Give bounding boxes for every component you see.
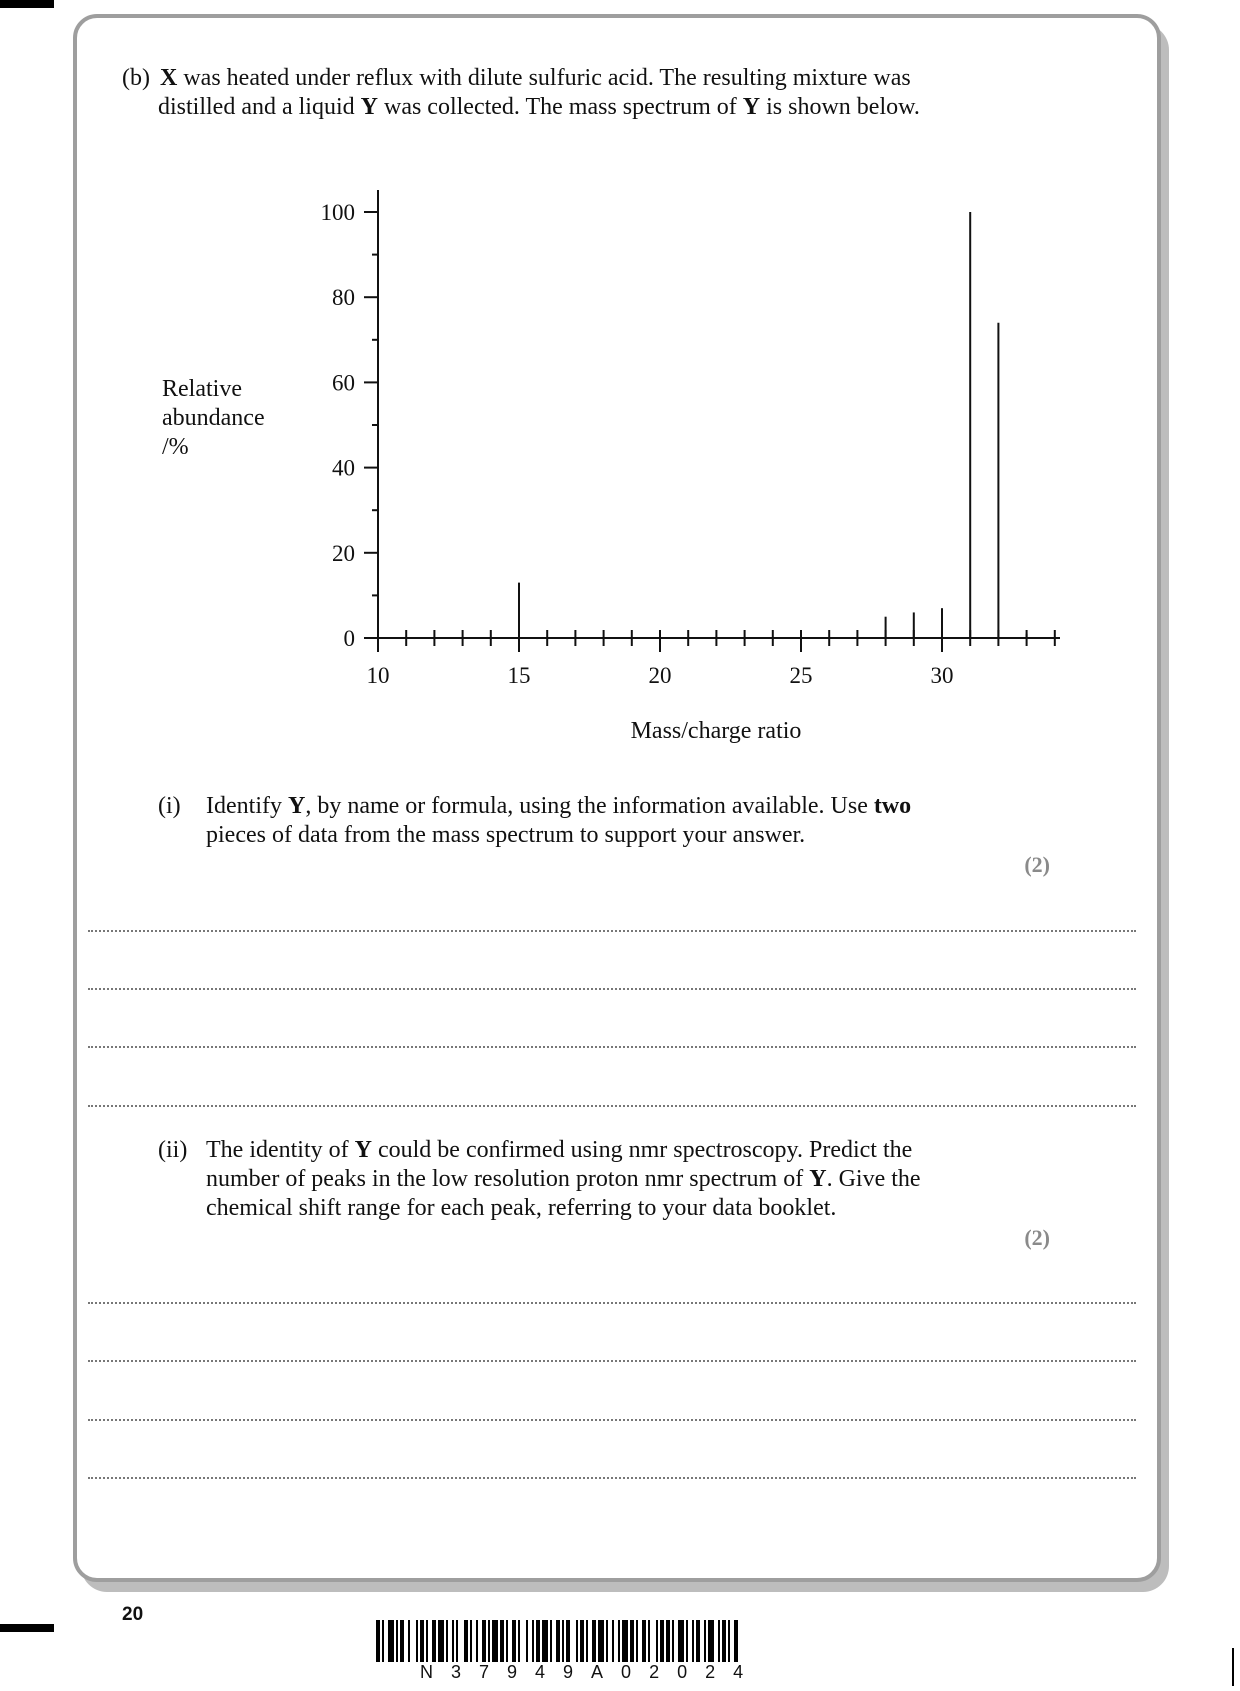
- barcode-bar: [488, 1620, 490, 1662]
- barcode-bar: [426, 1620, 428, 1662]
- barcode-bar: [512, 1620, 516, 1662]
- barcode-bar: [636, 1620, 638, 1662]
- barcode-bar: [550, 1620, 552, 1662]
- text-segment: distilled and a liquid: [158, 94, 361, 120]
- corner-mark-bottom: [0, 1624, 54, 1632]
- part-i-label: (i): [158, 793, 181, 819]
- barcode-bar: [452, 1620, 454, 1662]
- answer-line-ii-3[interactable]: [88, 1419, 1136, 1421]
- bold-text-segment: X: [160, 65, 178, 91]
- barcode-bar: [648, 1620, 650, 1662]
- bold-text-segment: Y: [287, 793, 306, 819]
- y-tick-label: 20: [332, 540, 355, 566]
- barcode-bar: [586, 1620, 588, 1662]
- part-i-line-2: [206, 821, 805, 850]
- barcode-bar: [598, 1620, 604, 1662]
- right-edge-mark: [1232, 1648, 1234, 1686]
- barcode-bar: [532, 1620, 534, 1662]
- answer-line-i-1[interactable]: [88, 930, 1136, 932]
- text-segment: . Give the: [826, 1166, 921, 1192]
- barcode-bar: [672, 1620, 674, 1662]
- chart-layer: [162, 190, 1060, 744]
- barcode-digits: N37949A02024: [420, 1662, 762, 1682]
- text-segment: chemical shift range for each peak, referring to your data booklet.: [206, 1195, 837, 1221]
- barcode-bar: [642, 1620, 646, 1662]
- y-tick-label: 80: [332, 285, 355, 311]
- barcode-bar: [388, 1620, 394, 1662]
- barcode-bar: [722, 1620, 726, 1662]
- barcode-bar: [420, 1620, 424, 1662]
- barcode-bar: [506, 1620, 508, 1662]
- y-tick-label: 0: [343, 626, 355, 651]
- barcode-bar: [592, 1620, 596, 1662]
- answer-line-ii-2[interactable]: [88, 1360, 1136, 1362]
- barcode-bar: [500, 1620, 504, 1662]
- part-i-marks: (2): [1024, 852, 1050, 877]
- y-tick-label: 60: [332, 370, 355, 396]
- barcode-bar: [518, 1620, 520, 1662]
- barcode-bar: [580, 1620, 584, 1662]
- y-axis-label-line: Relative: [162, 376, 242, 402]
- barcode-bar: [536, 1620, 540, 1662]
- question-b-label: (b): [122, 65, 150, 91]
- page-number: 20: [122, 1604, 144, 1625]
- bold-text-segment: Y: [360, 94, 378, 120]
- text-segment: was collected. The mass spectrum of: [377, 94, 743, 120]
- barcode-bar: [660, 1620, 664, 1662]
- answer-line-ii-4[interactable]: [88, 1477, 1136, 1479]
- barcode-bar: [708, 1620, 714, 1662]
- barcode-bar: [734, 1620, 738, 1662]
- barcode-bar: [566, 1620, 570, 1662]
- x-axis-label: Mass/charge ratio: [630, 718, 802, 744]
- barcode-bar: [666, 1620, 670, 1662]
- barcode-bar: [382, 1620, 384, 1662]
- barcode-bar: [464, 1620, 468, 1662]
- answer-line-i-3[interactable]: [88, 1046, 1136, 1048]
- barcode-bar: [400, 1620, 404, 1662]
- text-segment: could be confirmed using nmr spectroscopy. Predict the: [371, 1137, 913, 1163]
- part-ii-line-2: [206, 1165, 921, 1194]
- mass-spectrum-chart: [0, 0, 1240, 760]
- barcode-bar: [728, 1620, 730, 1662]
- text-segment: Identify: [206, 793, 288, 819]
- barcode-bar: [556, 1620, 560, 1662]
- barcode-bar: [704, 1620, 706, 1662]
- barcode-bar: [622, 1620, 628, 1662]
- barcode-bar: [470, 1620, 472, 1662]
- barcode-bar: [696, 1620, 700, 1662]
- y-tick-label: 40: [332, 455, 355, 481]
- barcode-bar: [678, 1620, 684, 1662]
- barcode-bar: [562, 1620, 564, 1662]
- barcode-bar: [446, 1620, 448, 1662]
- text-segment: The identity of: [206, 1137, 355, 1163]
- bold-text-segment: Y: [742, 94, 761, 120]
- barcode-bar: [476, 1620, 478, 1662]
- barcode-bar: [542, 1620, 548, 1662]
- barcode-bar: [692, 1620, 694, 1662]
- bold-text-segment: Y: [809, 1166, 827, 1192]
- barcode-bar: [482, 1620, 486, 1662]
- answer-line-i-4[interactable]: [88, 1105, 1136, 1107]
- bold-text-segment: Y: [354, 1137, 372, 1163]
- barcode-bar: [576, 1620, 578, 1662]
- barcode-bar: [606, 1620, 608, 1662]
- x-tick-label: 30: [930, 663, 954, 688]
- barcode-bar: [416, 1620, 418, 1662]
- answer-line-ii-1[interactable]: [88, 1302, 1136, 1304]
- part-ii-line-3: [206, 1194, 836, 1223]
- barcode-bar: [612, 1620, 614, 1662]
- text-segment: is shown below.: [760, 94, 920, 120]
- barcode-bar: [718, 1620, 720, 1662]
- barcode-bar: [686, 1620, 688, 1662]
- barcode: [376, 1620, 862, 1662]
- answer-line-i-2[interactable]: [88, 988, 1136, 990]
- y-tick-label: 100: [320, 200, 355, 225]
- part-ii-marks: (2): [1024, 1225, 1050, 1250]
- barcode-bar: [376, 1620, 380, 1662]
- text-segment: was heated under reflux with dilute sulfuric acid. The resulting mixture was: [177, 65, 911, 91]
- text-segment: , by name or formula, using the information available. Use: [305, 793, 874, 819]
- barcode-bar: [492, 1620, 498, 1662]
- y-axis-label-line: /%: [162, 434, 189, 460]
- barcode-bar: [630, 1620, 634, 1662]
- barcode-bar: [526, 1620, 528, 1662]
- barcode-bar: [456, 1620, 458, 1662]
- y-axis-label-line: abundance: [162, 405, 265, 431]
- barcode-bar: [618, 1620, 620, 1662]
- bold-text-segment: two: [873, 793, 912, 819]
- barcode-bar: [396, 1620, 398, 1662]
- part-ii-label: (ii): [158, 1137, 188, 1163]
- text-segment: pieces of data from the mass spectrum to support your answer.: [206, 822, 806, 848]
- x-tick-label: 15: [507, 663, 531, 688]
- part-i-line-1: [206, 792, 911, 821]
- x-tick-label: 25: [789, 663, 813, 688]
- barcode-bar: [408, 1620, 410, 1662]
- barcode-bars: [376, 1620, 862, 1662]
- barcode-bar: [432, 1620, 436, 1662]
- barcode-bar: [656, 1620, 658, 1662]
- text-segment: number of peaks in the low resolution proton nmr spectrum of: [206, 1166, 810, 1192]
- barcode-bar: [438, 1620, 444, 1662]
- x-tick-label: 20: [648, 663, 672, 688]
- x-tick-label: 10: [366, 663, 390, 688]
- part-ii-line-1: [206, 1136, 912, 1165]
